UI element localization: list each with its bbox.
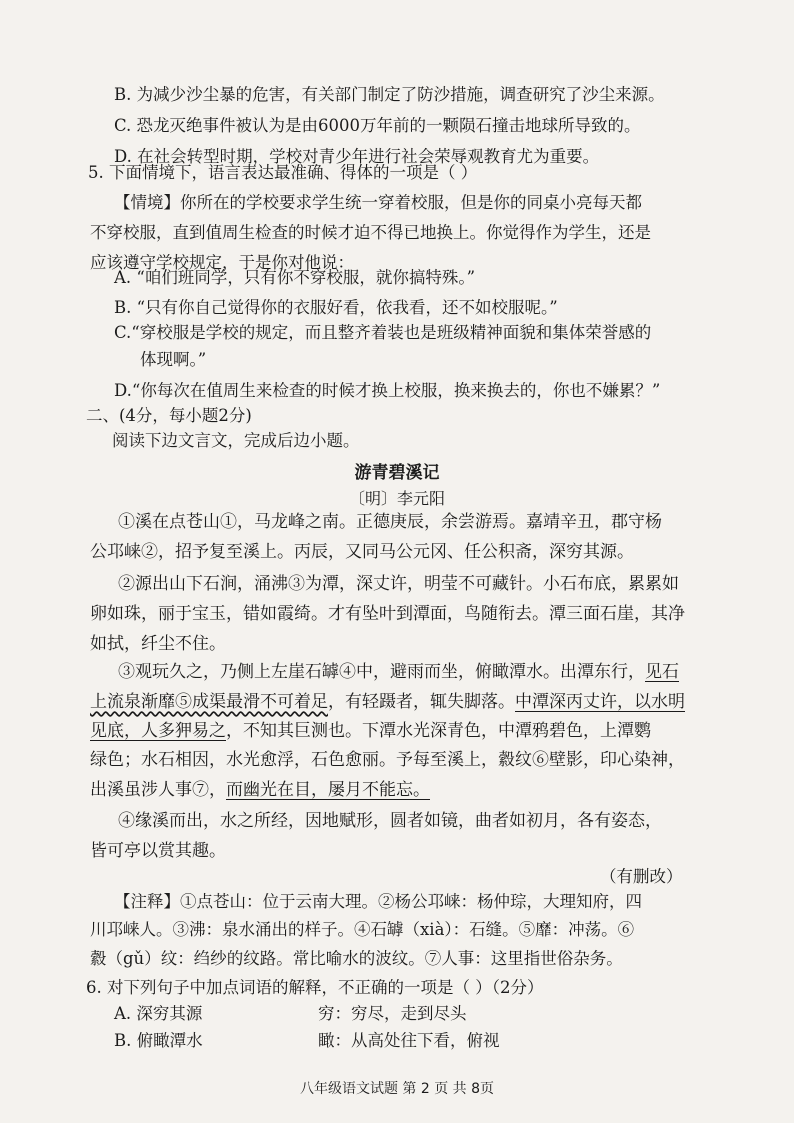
section-2-heading: 二、(4分，每小题2分)	[86, 406, 252, 425]
q5-option-d: D.“你每次在值周生来检查的时候才换上校服，换来换去的，你也不嫌累？”	[114, 381, 661, 400]
passage-p3-line-5	[90, 779, 430, 801]
passage-p2-line-3: 如拭，纤尘不住。	[90, 634, 226, 654]
q6-option-a-gloss: 穷：穷尽，走到尽头	[318, 1004, 467, 1023]
p3-underlined-sentence: 上流泉渐靡⑤成渠最滑不可着足	[90, 692, 328, 712]
passage-p3-line-1	[118, 661, 679, 683]
page-footer: 八年级语文试题 第 2 页 共 8页	[299, 1081, 495, 1097]
passage-p4-line-2: 皆可亭以赏其趣。	[90, 841, 226, 861]
p3-line-3-text: ，不知其巨测也。下潭水光深青色，中潭鸦碧色，上潭鹦	[226, 721, 651, 741]
q5-context-line-3: 应该遵守学校规定，于是你对他说：	[90, 253, 354, 272]
q6-option-b-term: B. 俯瞰潭水	[114, 1031, 203, 1050]
passage-p3-line-3	[90, 720, 651, 742]
passage-title: 游青碧溪记	[354, 463, 440, 483]
q4-option-c: C. 恐龙灭绝事件被认为是由6000万年前的一颗陨石撞击地球所导致的。	[114, 116, 641, 135]
q4-option-d: D. 在社会转型时期，学校对青少年进行社会荣辱观教育尤为重要。	[114, 147, 600, 166]
q5-option-c-line-2: 体现啊。”	[140, 350, 207, 369]
q5-stem: 5. 下面情境下，语言表达最准确、得体的一项是（ ）	[88, 163, 478, 182]
section-2-instruction: 阅读下边文言文，完成后边小题。	[112, 431, 360, 450]
passage-edit-note: （有删改）	[600, 867, 683, 886]
q4-option-b: B. 为减少沙尘暴的危害，有关部门制定了防沙措施，调查研究了沙尘来源。	[114, 85, 665, 104]
passage-p3-line-4: 绿色；水石相因，水光愈浮，石色愈丽。予每至溪上，縠纹⑥壁影，印心染神，	[90, 750, 685, 770]
q5-context-line-1: 【情境】你所在的学校要求学生统一穿着校服，但是你的同桌小亮每天都	[114, 193, 642, 212]
passage-p4-line-1: ④缘溪而出，水之所经，因地赋形，圆者如镜，曲者如初月，各有姿态，	[118, 811, 662, 831]
q5-option-c-line-1: C.“穿校服是学校的规定，而且整齐着装也是班级精神面貌和集体荣誉感的	[114, 323, 652, 342]
notes-line-1: 【注释】①点苍山：位于云南大理。②杨公邛崃：杨仲琮，大理知府，四	[114, 892, 642, 911]
passage-p2-line-1: ②源出山下石涧，涌沸③为潭，深丈许，明莹不可藏针。小石布底，累累如	[118, 574, 679, 594]
passage-author: 〔明〕李元阳	[348, 489, 445, 508]
p3-underlined-sentence-start: 见石	[645, 662, 679, 682]
notes-line-3: 縠（gǔ）纹：绉纱的纹路。常比喻水的波纹。⑦人事：这里指世俗杂务。	[90, 949, 623, 968]
passage-p1-line-2: 公邛崃②，招予复至溪上。丙辰，又同马公元冈、任公积斋，深穷其源。	[90, 542, 634, 562]
passage-p3-line-2	[90, 691, 685, 713]
q5-option-b: B. “只有你自己觉得你的衣服好看，依我看，还不如校服呢。”	[114, 298, 558, 317]
p3-underlined-sentence-2: 中潭深丙丈许，以水明	[515, 692, 685, 712]
q6-option-a-term: A. 深穷其源	[114, 1004, 203, 1023]
p3-line-2-text: ，有轻蹑者，辄失脚落。	[328, 692, 515, 712]
p3-line-1-text: ③观玩久之，乃侧上左崖石罅④中，避雨而坐，俯瞰潭水。出潭东行，	[118, 662, 645, 682]
notes-line-2: 川邛崃人。③沸：泉水涌出的样子。④石罅（xià）：石缝。⑤靡：冲荡。⑥	[90, 920, 635, 939]
q5-context-line-2: 不穿校服，直到值周生检查的时候才迫不得已地换上。你觉得作为学生，还是	[90, 223, 651, 242]
p3-line-5-text: 出溪虽涉人事⑦，	[90, 780, 226, 800]
passage-p1-line-1: ①溪在点苍山①，马龙峰之南。正德庚辰，余尝游焉。嘉靖辛丑，郡守杨	[118, 512, 662, 532]
passage-p2-line-2: 卵如珠，丽于宝玉，错如霞绮。才有坠叶到潭面，鸟随衔去。潭三面石崖，其净	[90, 604, 685, 624]
q5-option-a: A. “咱们班同学，只有你不穿校服，就你搞特殊。”	[114, 268, 476, 287]
p3-underlined-sentence-2-end: 见底，人多狎易之	[90, 721, 226, 741]
p3-underlined-sentence-3: 而幽光在目，屡月不能忘。	[226, 780, 430, 800]
q6-option-b-gloss: 瞰：从高处往下看，俯视	[318, 1031, 500, 1050]
q6-stem: 6. 对下列句子中加点词语的解释，不正确的一项是（ ）（2分）	[86, 978, 544, 997]
